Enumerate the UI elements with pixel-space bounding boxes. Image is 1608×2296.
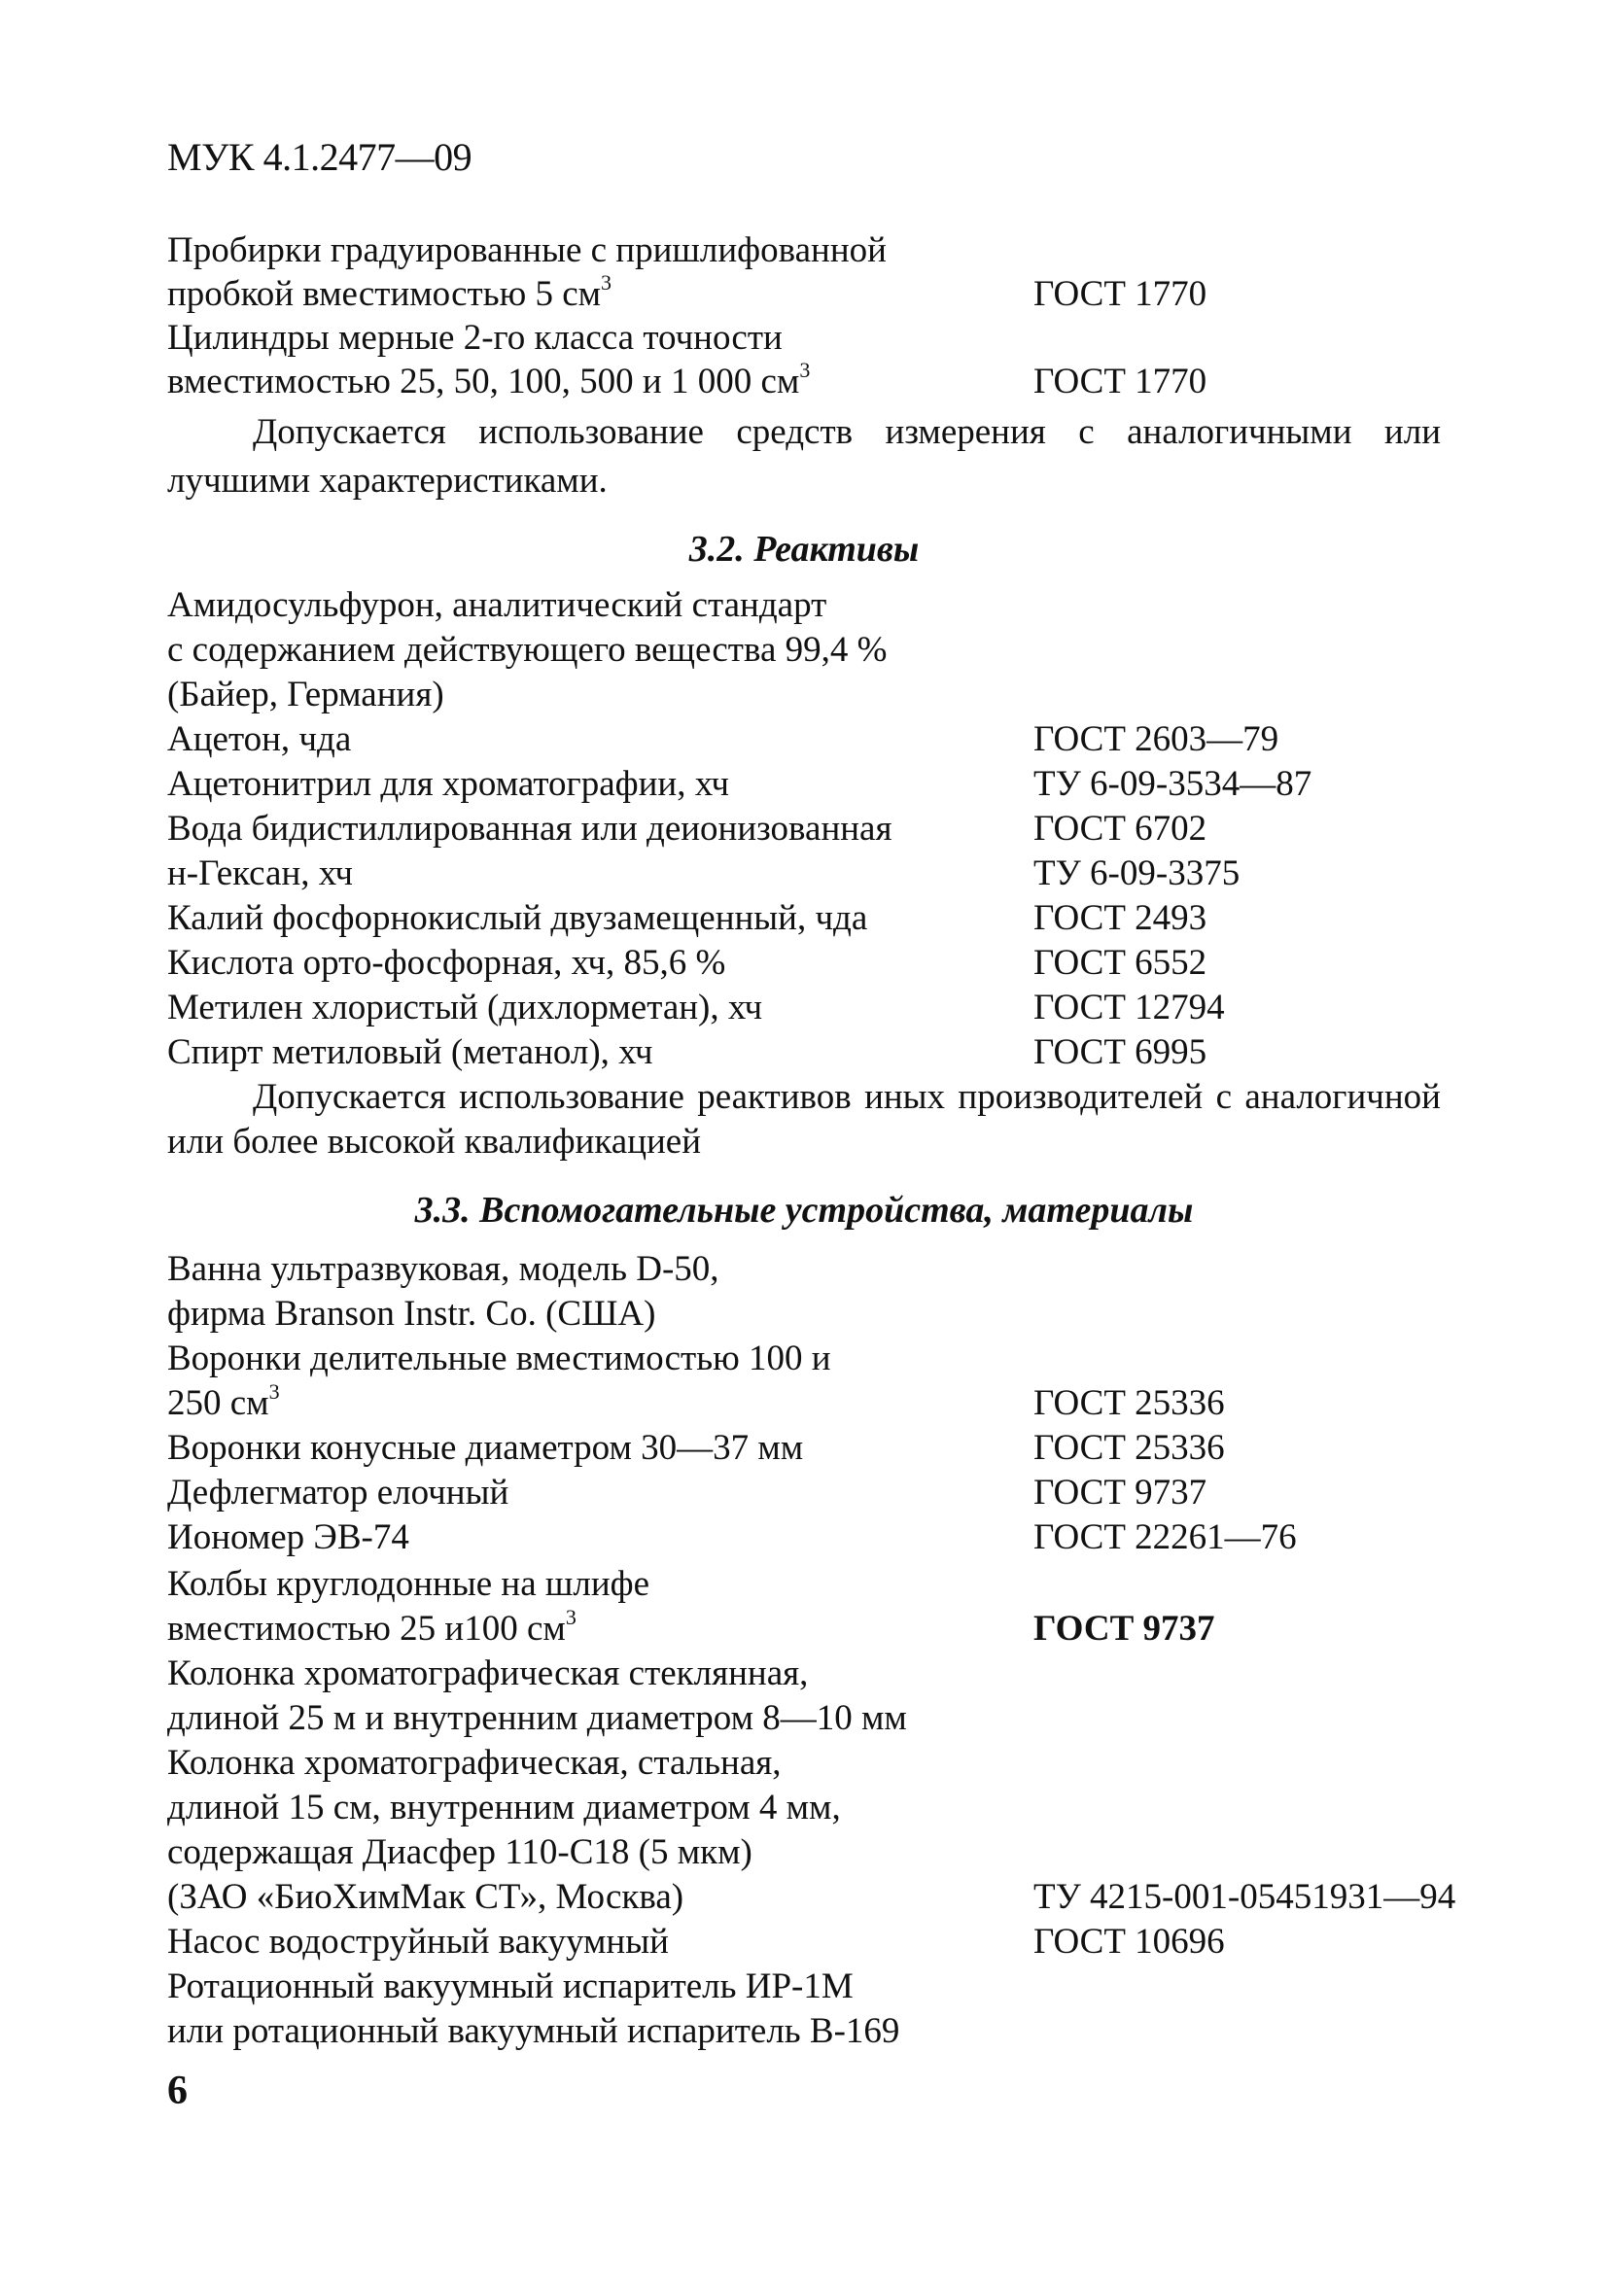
section-heading-devices: 3.3. Вспомогательные устройства, материалы: [414, 1190, 1194, 1231]
document-header: МУК 4.1.2477—09: [167, 135, 472, 179]
note-reagents: Допускается использование реактивов иных производителей с аналогичной или более высокой квалификацией: [167, 1077, 1441, 1162]
note-measuring-instruments: Допускается использование средств измерения с аналогичными или лучшими характеристиками.: [167, 412, 1441, 501]
page-number: 6: [167, 2069, 188, 2113]
section-heading-reagents: 3.2. Реактивы: [688, 529, 920, 570]
